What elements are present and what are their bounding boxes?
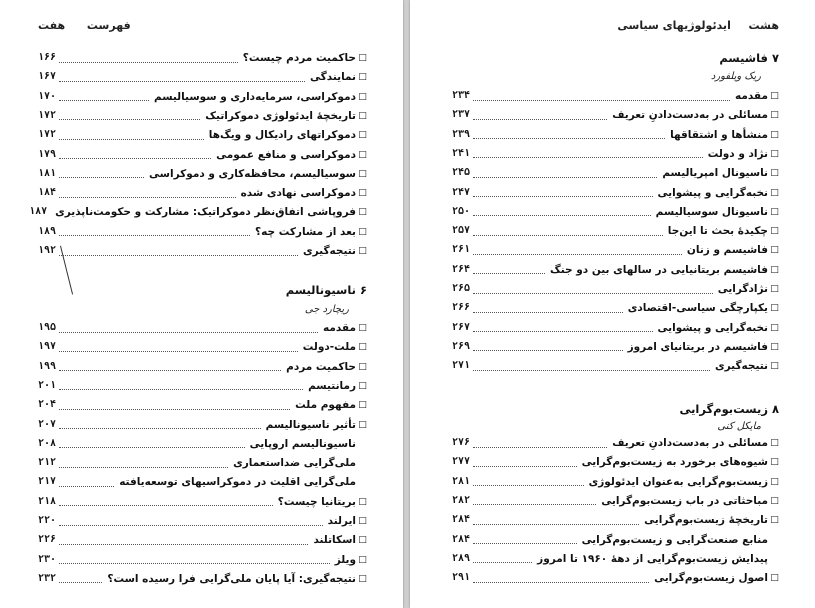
toc-entry-page: ۱۷۲ — [38, 109, 57, 121]
bullet-square-icon: □ — [358, 72, 367, 83]
toc-entry-title: نتیجه‌گیری: آیا پایان ملی‌گرایی فرا رسیده است؟ — [107, 572, 356, 585]
bullet-square-icon: □ — [770, 206, 779, 217]
dot-leader — [473, 273, 545, 274]
toc-entry-title: نمایندگی — [310, 71, 356, 84]
toc-entry-title: تاریخچهٔ ایدئولوژی دموکراتیک — [205, 109, 356, 122]
toc-entry — [452, 338, 779, 356]
toc-entry — [38, 319, 367, 337]
dot-leader — [59, 370, 281, 371]
toc-entry-title: چکیدهٔ بحث تا این‌جا — [667, 225, 768, 238]
toc-entry-title: دموکراسی نهادی شده — [240, 187, 356, 200]
chapter-heading — [679, 402, 779, 416]
dot-leader — [59, 197, 236, 198]
toc-entry-title: نخبه‌گرایی و پیشوایی — [657, 186, 768, 199]
toc-entry-title: مسائلی در به‌دست‌دادنِ تعریف — [612, 437, 768, 449]
toc-entry-title: منابع صنعت‌گرایی و زیست‌بوم‌گرایی — [581, 533, 768, 546]
toc-entry-title: بریتانیا چیست؟ — [277, 495, 356, 508]
toc-entry-page: ۲۳۲ — [38, 572, 57, 584]
dot-leader — [59, 389, 303, 390]
toc-entry-page: ۲۹۱ — [452, 572, 471, 584]
toc-entry — [452, 434, 779, 452]
dot-leader — [473, 331, 652, 332]
dot-leader — [473, 447, 607, 448]
bullet-square-icon: □ — [358, 130, 367, 141]
dot-leader — [473, 235, 663, 236]
bullet-square-icon: □ — [358, 342, 367, 353]
toc-entry — [38, 242, 367, 260]
dot-leader — [473, 543, 577, 544]
toc-entry — [452, 453, 779, 471]
toc-entry-title: زیست‌بوم‌گرایی به‌عنوان ایدئولوژی — [588, 475, 768, 488]
dot-leader — [473, 562, 532, 563]
dot-leader — [473, 100, 730, 101]
toc-entry-page: ۱۹۵ — [38, 322, 57, 333]
toc-entry-page: ۲۲۶ — [38, 534, 57, 546]
dot-leader — [473, 138, 665, 139]
left-page-header — [38, 19, 131, 32]
chapter-heading — [286, 283, 367, 297]
toc-entry-title: مباحثاتی در باب زیست‌بوم‌گرایی — [601, 494, 768, 507]
bullet-square-icon: □ — [358, 419, 367, 430]
dot-leader — [473, 293, 713, 294]
bullet-square-icon: □ — [358, 535, 367, 546]
toc-entry-page: ۲۶۱ — [452, 244, 471, 256]
toc-entry-title: تأثیر ناسیونالیسم — [265, 418, 356, 431]
toc-entry-page: ۲۴۷ — [452, 186, 471, 198]
bullet-square-icon: □ — [358, 110, 367, 121]
toc-entry — [452, 357, 779, 375]
toc-entry — [452, 106, 779, 124]
dot-leader — [59, 409, 290, 410]
chapter-title: زیست‌بوم‌گرایی — [679, 402, 768, 416]
bullet-square-icon: □ — [770, 245, 779, 256]
dot-leader — [59, 525, 323, 526]
toc-entry-page: ۲۸۲ — [452, 494, 471, 506]
right-page-header — [617, 19, 779, 32]
toc-entry — [38, 531, 367, 549]
dot-leader — [59, 100, 149, 101]
dot-leader — [59, 139, 204, 140]
left-page — [0, 0, 403, 608]
dot-leader — [473, 119, 607, 120]
toc-entry-title: فاشیسم در بریتانیای امروز — [627, 340, 768, 353]
bullet-square-icon: □ — [358, 246, 367, 256]
toc-entry-page: ۲۸۴ — [452, 533, 471, 545]
toc-entry — [452, 184, 779, 202]
toc-entry — [452, 492, 779, 510]
bullet-square-icon: □ — [358, 226, 367, 237]
toc-entry — [452, 164, 779, 182]
toc-entry — [38, 146, 367, 164]
bullet-square-icon: □ — [358, 188, 367, 199]
dot-leader — [473, 466, 577, 467]
header-page-number: هشت — [748, 19, 779, 32]
bullet-square-icon: □ — [770, 187, 779, 198]
bullet-square-icon: □ — [770, 361, 779, 372]
toc-entry — [452, 87, 779, 105]
toc-entry-title: دموکراتهای رادیکال و ویگ‌ها — [208, 129, 356, 142]
toc-entry-title: سوسیالیسم، محافظه‌کاری و دموکراسی — [149, 167, 356, 180]
toc-entry-title: مقدمه — [735, 90, 768, 102]
toc-entry-page: ۱۹۷ — [38, 341, 57, 353]
toc-entry-page: ۱۷۰ — [38, 90, 57, 102]
toc-entry-title: ناسیونال سوسیالیسم — [655, 205, 768, 218]
chapter-number: ۸ — [771, 402, 779, 416]
dot-leader — [473, 254, 682, 255]
toc-entry — [38, 68, 367, 86]
bullet-square-icon: □ — [358, 516, 367, 526]
toc-entry — [452, 511, 779, 529]
toc-entry — [38, 377, 367, 395]
toc-entry — [38, 416, 367, 434]
chapter-author: مایکل کنی — [717, 421, 761, 432]
toc-entry-page: ۲۳۹ — [452, 128, 471, 140]
toc-entry — [38, 223, 367, 241]
bullet-square-icon: □ — [770, 322, 779, 333]
toc-entry-page: ۲۳۰ — [38, 553, 57, 565]
toc-entry — [38, 126, 367, 144]
chapter-number: ۶ — [359, 283, 367, 297]
toc-entry — [452, 261, 779, 279]
toc-entry-title: نژادگرایی — [717, 283, 768, 295]
bullet-square-icon: □ — [358, 400, 367, 411]
toc-entry — [38, 338, 367, 356]
bullet-square-icon: □ — [770, 226, 779, 237]
bullet-square-icon: □ — [770, 476, 779, 487]
toc-entry-title: تاریخچهٔ زیست‌بوم‌گرایی — [644, 514, 768, 527]
bullet-square-icon: □ — [770, 495, 779, 506]
toc-entry-title: فاشیسم و زنان — [686, 244, 768, 257]
right-page — [410, 0, 815, 608]
toc-entry — [452, 203, 779, 221]
toc-entry-title: اسکاتلند — [313, 534, 356, 547]
toc-entry — [452, 473, 779, 491]
bullet-square-icon: □ — [770, 168, 779, 179]
toc-entry — [452, 569, 779, 587]
toc-entry — [452, 550, 779, 568]
toc-entry — [38, 358, 367, 376]
toc-entry-page: ۲۵۰ — [452, 205, 471, 217]
toc-entry-page: ۱۸۷ — [29, 206, 48, 218]
toc-entry-title: شیوه‌های برخورد به زیست‌بوم‌گرایی — [581, 456, 768, 469]
toc-entry-title: ملی‌گرایی ضداستعماری — [233, 457, 356, 470]
dot-leader — [59, 505, 273, 506]
toc-entry — [452, 145, 779, 163]
toc-entry-page: ۲۶۶ — [452, 302, 471, 314]
toc-entry-page: ۲۸۹ — [452, 552, 471, 564]
toc-entry-page: ۲۶۴ — [452, 263, 471, 275]
dot-leader — [59, 158, 211, 159]
dot-leader — [59, 177, 144, 178]
toc-entry-page: ۲۲۰ — [38, 515, 57, 526]
chapter-author: ریک ویلفورد — [710, 71, 761, 82]
dot-leader — [59, 62, 238, 63]
toc-entry-title: ناسیونال امپریالیسم — [662, 167, 768, 180]
toc-entry — [452, 531, 779, 549]
bullet-square-icon: □ — [770, 284, 779, 294]
toc-entry-page: ۲۷۷ — [452, 456, 471, 468]
toc-entry-title: ملی‌گرایی اقلیت در دموکراسیهای توسعه‌یافته — [119, 476, 356, 489]
toc-entry-title: دموکراسی، سرمایه‌داری و سوسیالیسم — [153, 90, 356, 103]
toc-entry — [38, 184, 367, 202]
toc-entry — [38, 551, 367, 569]
toc-entry-page: ۱۸۱ — [38, 167, 57, 179]
toc-entry-page: ۱۶۶ — [38, 52, 57, 63]
toc-entry — [38, 49, 367, 67]
toc-entry — [452, 319, 779, 337]
bullet-square-icon: □ — [358, 149, 367, 160]
toc-entry-page: ۲۶۹ — [452, 340, 471, 352]
toc-entry-title: نژاد و دولت — [707, 147, 768, 160]
toc-entry — [38, 165, 367, 183]
chapter-number: ۷ — [771, 51, 779, 65]
bullet-square-icon: □ — [770, 110, 779, 121]
toc-entry-title: ایرلند — [327, 515, 356, 527]
toc-entry — [38, 107, 367, 125]
toc-entry-title: یکپارچگی سیاسی-اقتصادی — [627, 302, 768, 315]
toc-entry-page: ۲۱۸ — [38, 495, 57, 507]
toc-entry — [38, 473, 367, 491]
toc-entry-page: ۱۸۹ — [38, 225, 57, 237]
header-label: فهرست — [86, 19, 131, 32]
toc-entry-title: رمانتیسم — [308, 379, 356, 392]
toc-entry-page: ۲۷۱ — [452, 360, 471, 372]
toc-entry-page: ۲۵۷ — [452, 225, 471, 237]
toc-entry-page: ۲۱۷ — [38, 476, 57, 488]
dot-leader — [59, 81, 305, 82]
bullet-square-icon: □ — [358, 53, 367, 63]
toc-entry-title: ملت-دولت — [302, 341, 356, 354]
toc-entry-page: ۲۶۷ — [452, 321, 471, 333]
dot-leader — [59, 119, 200, 120]
toc-entry-title: فاشیسم بریتانیایی در سالهای بین دو جنگ — [549, 263, 768, 276]
dot-leader — [59, 447, 245, 448]
toc-entry-title: نتیجه‌گیری — [303, 245, 356, 257]
dot-leader — [59, 563, 330, 564]
dot-leader — [473, 196, 652, 197]
bullet-square-icon: □ — [770, 91, 779, 101]
dot-leader — [473, 504, 596, 505]
dot-leader — [473, 485, 584, 486]
dot-leader — [473, 312, 623, 313]
chapter-title: ناسیونالیسم — [285, 283, 356, 297]
bullet-square-icon: □ — [770, 515, 779, 526]
header-label: ایدئولوژیهای سیاسی — [617, 19, 731, 32]
bullet-square-icon: □ — [770, 129, 779, 140]
bullet-square-icon: □ — [770, 303, 779, 314]
toc-entry — [452, 299, 779, 317]
toc-entry — [38, 396, 367, 414]
toc-entry-page: ۲۴۱ — [452, 147, 471, 159]
bullet-square-icon: □ — [770, 264, 779, 275]
toc-entry-title: نخبه‌گرایی و پیشوایی — [657, 321, 768, 334]
toc-entry — [38, 435, 367, 453]
toc-entry — [38, 454, 367, 472]
toc-entry-page: ۲۳۷ — [452, 109, 471, 121]
toc-entry-title: اصول زیست‌بوم‌گرایی — [654, 572, 768, 585]
dot-leader — [473, 177, 657, 178]
dot-leader — [59, 486, 114, 487]
dot-leader — [59, 332, 318, 333]
dot-leader — [59, 544, 308, 545]
dot-leader — [473, 370, 710, 371]
dot-leader — [59, 235, 250, 236]
bullet-square-icon: □ — [358, 168, 367, 179]
toc-entry-title: مسائلی در به‌دست‌دادنِ تعریف — [612, 109, 768, 122]
toc-entry-title: دموکراسی و منافع عمومی — [216, 148, 356, 161]
bullet-square-icon: □ — [358, 554, 367, 565]
toc-entry-title: پیدایش زیست‌بوم‌گرایی از دههٔ ۱۹۶۰ تا امروز — [537, 552, 768, 565]
toc-entry-page: ۲۷۶ — [452, 437, 471, 448]
toc-entry-page: ۲۱۲ — [38, 457, 57, 469]
bullet-square-icon: □ — [770, 341, 779, 352]
toc-entry-title: بعد از مشارکت چه؟ — [255, 225, 356, 238]
toc-entry — [38, 493, 367, 511]
bullet-square-icon: □ — [770, 438, 779, 448]
toc-entry-page: ۲۰۷ — [38, 418, 57, 430]
toc-entry-title: منشأها و اشتقاقها — [670, 128, 768, 141]
toc-entry — [38, 512, 367, 530]
toc-entry-title: ویلز — [334, 553, 356, 566]
bullet-square-icon: □ — [358, 496, 367, 507]
toc-entry — [452, 222, 779, 240]
dot-leader — [59, 255, 298, 256]
toc-entry-page: ۲۰۴ — [38, 399, 57, 411]
toc-entry-page: ۲۳۴ — [452, 90, 471, 101]
dot-leader — [473, 215, 651, 216]
bullet-square-icon: □ — [770, 148, 779, 159]
toc-entry-title: مفهوم ملت — [295, 399, 356, 412]
toc-entry-page: ۱۹۹ — [38, 360, 57, 372]
toc-entry — [38, 88, 367, 106]
toc-entry-page: ۱۷۹ — [38, 148, 57, 160]
toc-entry-page: ۲۰۸ — [38, 437, 57, 449]
toc-entry-page: ۱۹۲ — [38, 245, 57, 256]
dot-leader — [473, 524, 639, 525]
dot-leader — [59, 351, 298, 352]
toc-entry-page: ۲۸۱ — [452, 475, 471, 487]
dot-leader — [473, 350, 623, 351]
toc-entry-title: حاکمیت مردم — [286, 360, 356, 373]
toc-entry-page: ۱۸۴ — [38, 187, 57, 199]
header-page-number: هفت — [38, 19, 66, 32]
dot-leader — [59, 428, 261, 429]
toc-entry — [452, 280, 779, 298]
toc-entry-title: ناسیونالیسم اروپایی — [249, 437, 356, 450]
dot-leader — [59, 467, 228, 468]
bullet-square-icon: □ — [358, 207, 367, 218]
toc-entry-page: ۲۰۱ — [38, 379, 57, 391]
toc-entry-title: مقدمه — [323, 322, 356, 334]
bullet-square-icon: □ — [358, 323, 367, 333]
toc-entry-title: فروپاشی اتفاق‌نظر دموکراتیک: مشارکت و حکومت‌ناپذیری — [55, 206, 356, 219]
toc-entry — [452, 241, 779, 259]
bullet-square-icon: □ — [358, 573, 367, 584]
chapter-author: ریچارد جی — [304, 304, 349, 315]
toc-entry-title: نتیجه‌گیری — [715, 360, 768, 373]
chapter-title: فاشیسم — [719, 51, 768, 65]
toc-entry-title: حاکمیت مردم چیست؟ — [242, 52, 356, 64]
bullet-square-icon: □ — [770, 457, 779, 468]
bullet-square-icon: □ — [358, 91, 367, 102]
dot-leader — [59, 582, 102, 583]
bullet-square-icon: □ — [358, 361, 367, 372]
toc-entry — [29, 203, 367, 221]
toc-entry-page: ۱۶۷ — [38, 71, 57, 83]
toc-entry — [452, 126, 779, 144]
bullet-square-icon: □ — [770, 573, 779, 584]
toc-entry-page: ۲۶۵ — [452, 283, 471, 294]
toc-entry-page: ۲۸۴ — [452, 514, 471, 526]
dot-leader — [473, 157, 703, 158]
chapter-heading — [719, 51, 779, 65]
toc-entry — [38, 570, 367, 588]
toc-entry-page: ۲۴۵ — [452, 167, 471, 179]
bullet-square-icon: □ — [358, 380, 367, 391]
dot-leader — [473, 582, 649, 583]
toc-entry-page: ۱۷۲ — [38, 129, 57, 141]
